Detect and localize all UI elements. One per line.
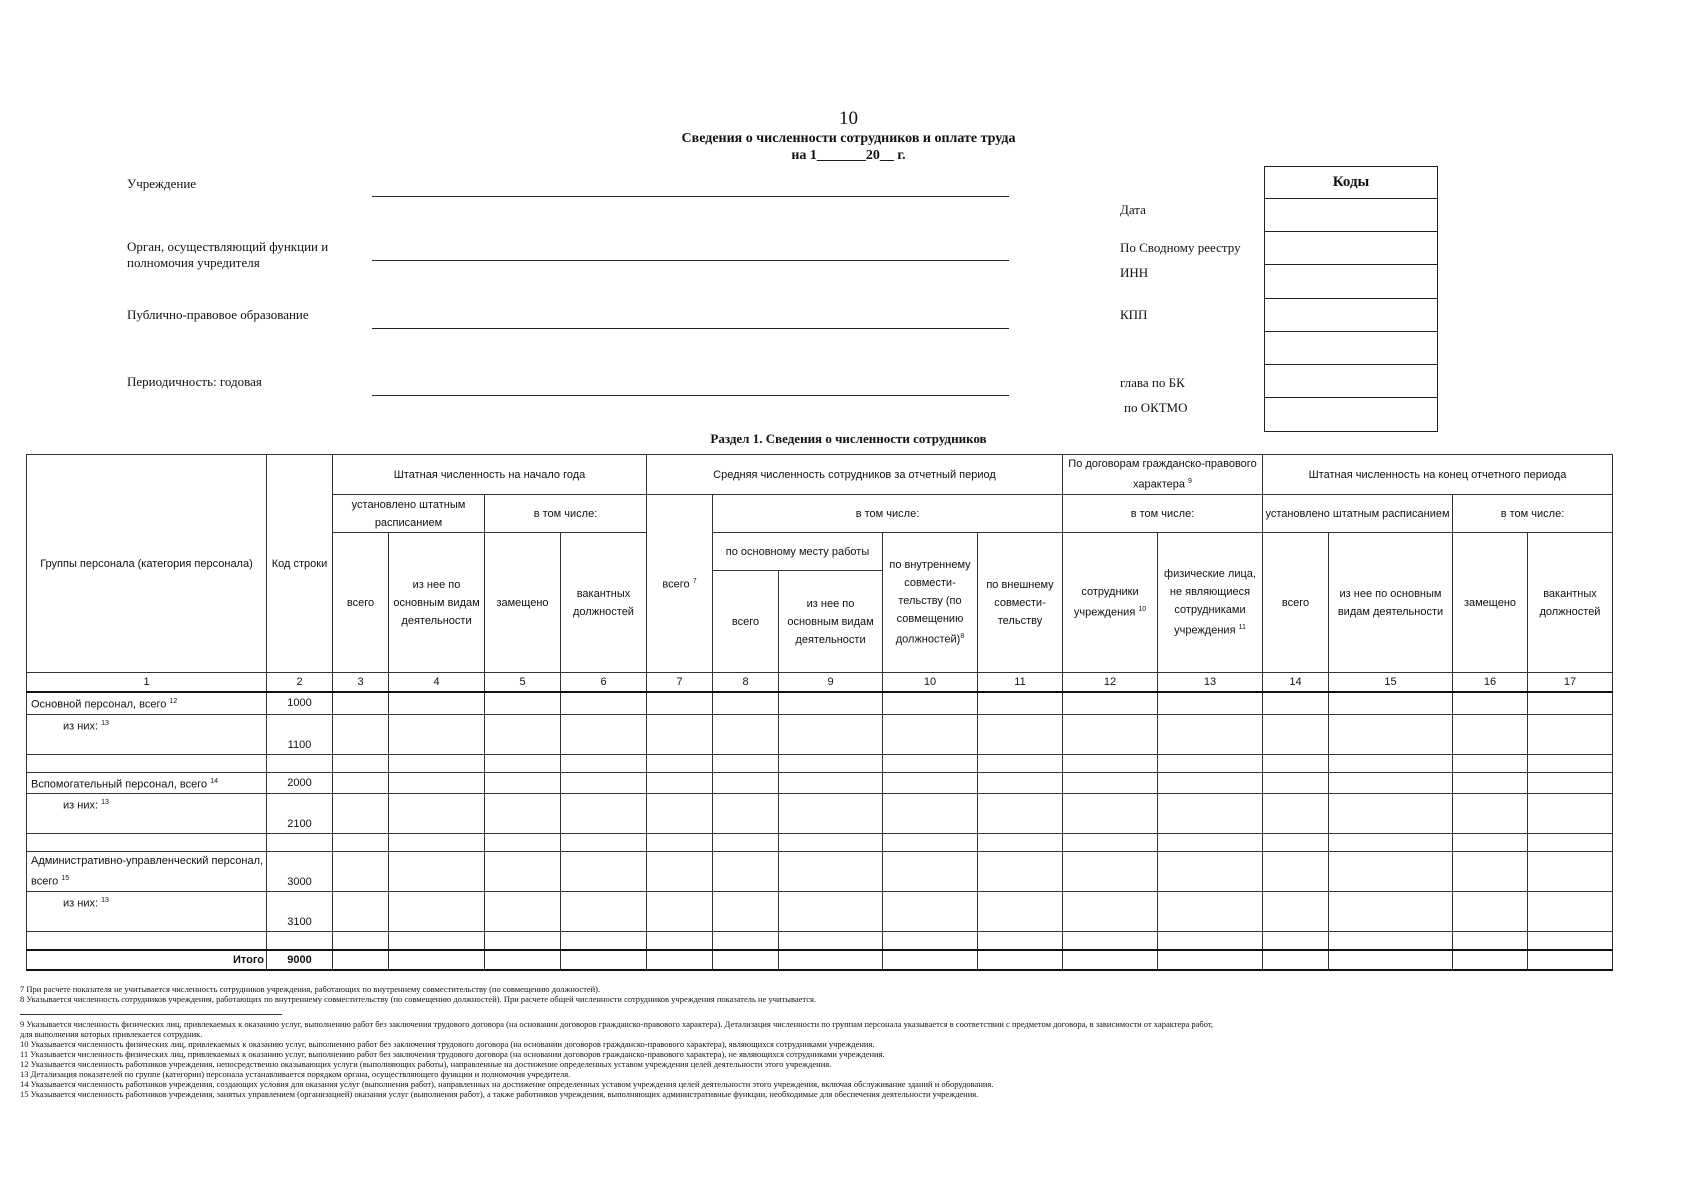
header-main-start: из нее по основным видам деятельности [389, 533, 485, 673]
data-cell[interactable] [713, 892, 779, 932]
data-cell[interactable] [1528, 714, 1613, 754]
code-label-registry: По Сводному реестру [1120, 240, 1241, 255]
data-cell[interactable] [647, 754, 713, 772]
data-cell[interactable] [1263, 772, 1329, 794]
data-cell[interactable] [713, 932, 779, 950]
data-cell[interactable] [1263, 852, 1329, 892]
data-cell[interactable] [561, 932, 647, 950]
data-cell[interactable] [779, 852, 883, 892]
data-cell[interactable] [647, 772, 713, 794]
data-cell[interactable] [333, 794, 389, 834]
data-cell[interactable] [713, 772, 779, 794]
data-cell[interactable] [883, 950, 978, 970]
data-cell[interactable] [1263, 692, 1329, 714]
col-number: 9 [779, 673, 883, 693]
data-cell[interactable] [1528, 754, 1613, 772]
field-label-institution: Учреждение [127, 176, 197, 191]
footnote-9-continued: для выполнения которых привлекается сотрудник. [20, 1029, 203, 1039]
data-cell[interactable] [1329, 892, 1453, 932]
code-label-chapter-bk: глава по БК [1120, 375, 1185, 390]
col-number: 4 [389, 673, 485, 693]
data-cell[interactable] [713, 754, 779, 772]
footnote-9: 9 Указывается численность физических лиц, привлекаемых к оказанию услуг, выполнению работ без заключения трудового договора (на основании договоров гражданско-правового характера). Детализация численности по группам персонала указывается в соответствии с предметом договора, в зависимости от характера работ, [20, 1019, 1214, 1029]
data-cell[interactable] [647, 950, 713, 970]
row-label-text: из них: [63, 720, 99, 733]
footnote-10: 10 Указывается численность физических лиц, привлекаемых к оказанию услуг, выполнению работ без заключения трудового договора (на основании договоров гражданско-правового характера), являющихся сотрудниками учреждения. [20, 1039, 875, 1049]
data-cell[interactable] [1063, 892, 1158, 932]
staff-table [26, 454, 1613, 971]
row-label [27, 932, 267, 950]
data-cell[interactable] [779, 950, 883, 970]
code-label-inn: ИНН [1120, 265, 1149, 280]
data-cell[interactable] [883, 692, 978, 714]
data-cell[interactable] [1528, 932, 1613, 950]
data-cell[interactable] [1158, 852, 1263, 892]
data-cell[interactable] [389, 932, 485, 950]
table-row [27, 794, 1613, 834]
header-individuals: физические лица, не являющиеся сотрудниками учреждения $^{11}$ [1158, 533, 1263, 673]
row-label-text: из них: [63, 799, 99, 812]
data-cell[interactable] [978, 714, 1063, 754]
data-cell[interactable] [883, 772, 978, 794]
code-cell-inn[interactable] [1265, 265, 1437, 299]
header-avg-total: всего $^7$ [647, 495, 713, 673]
data-cell[interactable] [1158, 932, 1263, 950]
col-number: 2 [267, 673, 333, 693]
data-cell[interactable] [1329, 692, 1453, 714]
field-line-institution[interactable] [372, 196, 1009, 197]
data-cell[interactable] [561, 714, 647, 754]
data-cell[interactable] [713, 950, 779, 970]
data-cell[interactable] [1263, 714, 1329, 754]
field-label-periodicity: Периодичность: годовая [127, 374, 262, 389]
data-cell[interactable] [1063, 834, 1158, 852]
data-cell[interactable] [779, 754, 883, 772]
header-established-end: установлено штатным расписанием [1263, 495, 1453, 533]
row-label-text: из них: [63, 897, 99, 910]
data-cell[interactable] [1453, 692, 1528, 714]
code-cell-kpp[interactable] [1265, 299, 1437, 332]
row-code: 1100 [267, 714, 333, 754]
data-cell[interactable] [561, 950, 647, 970]
data-cell[interactable] [333, 892, 389, 932]
data-cell[interactable] [779, 714, 883, 754]
footnote-14: 14 Указывается численность работников учреждения, создающих условия для оказания услуг (выполнения работ), направленных на достижение определенных уставом учреждения целей деятельности этого учреждения, включая обслуживание зданий и оборудования. [20, 1079, 994, 1089]
data-cell[interactable] [1063, 794, 1158, 834]
data-cell[interactable] [485, 692, 561, 714]
header-established-start: установлено штатным расписанием [333, 495, 485, 533]
data-cell[interactable] [1263, 950, 1329, 970]
data-cell[interactable] [1063, 950, 1158, 970]
data-cell[interactable] [978, 692, 1063, 714]
data-cell[interactable] [1263, 834, 1329, 852]
header-main-place: по основному месту работы [713, 533, 883, 571]
data-cell[interactable] [1528, 772, 1613, 794]
data-cell[interactable] [1263, 892, 1329, 932]
data-cell[interactable] [333, 692, 389, 714]
data-cell[interactable] [389, 852, 485, 892]
data-cell[interactable] [561, 834, 647, 852]
data-cell[interactable] [1263, 932, 1329, 950]
code-cell-date[interactable] [1265, 199, 1437, 232]
row-code: 3100 [267, 892, 333, 932]
field-line-periodicity[interactable] [372, 395, 1009, 396]
data-cell[interactable] [779, 834, 883, 852]
data-cell[interactable] [485, 932, 561, 950]
data-cell[interactable] [1453, 834, 1528, 852]
header-total-end: всего [1263, 533, 1329, 673]
row-code: 1000 [267, 692, 333, 714]
header-main-end: из нее по основным видам деятельности [1329, 533, 1453, 673]
data-cell[interactable] [1329, 852, 1453, 892]
row-label [27, 754, 267, 772]
header-vacant-start: вакантных должностей [561, 533, 647, 673]
data-cell[interactable] [883, 834, 978, 852]
footnote-11: 11 Указывается численность физических лиц, привлекаемых к оказанию услуг, выполнению работ без заключения трудового договора (на основании договоров гражданско-правового характера), не являющихся сотрудниками учреждения. [20, 1049, 885, 1059]
data-cell[interactable] [1453, 932, 1528, 950]
field-label-founder: Орган, осуществляющий функции и полномочия учредителя [127, 239, 329, 270]
table-row [27, 714, 1613, 754]
data-cell[interactable] [1158, 892, 1263, 932]
data-cell[interactable] [1329, 772, 1453, 794]
row-label [27, 772, 267, 794]
col-number: 15 [1329, 673, 1453, 693]
data-cell[interactable] [389, 772, 485, 794]
header-external: по внешнему совмести-тельству [978, 533, 1063, 673]
data-cell[interactable] [779, 892, 883, 932]
table-row [27, 852, 1613, 892]
col-number: 13 [1158, 673, 1263, 693]
data-cell[interactable] [779, 932, 883, 950]
field-line-founder[interactable] [372, 260, 1009, 261]
row-code [267, 754, 333, 772]
data-cell[interactable] [333, 754, 389, 772]
row-footnote-ref: 12 [169, 698, 178, 705]
col-number: 1 [27, 673, 267, 693]
document-date-line: на 1_______20__ г. [791, 148, 906, 163]
col-number: 11 [978, 673, 1063, 693]
header-groups: Группы персонала (категория персонала) [27, 455, 267, 673]
data-cell[interactable] [389, 754, 485, 772]
header-filled-start: замещено [485, 533, 561, 673]
data-cell[interactable] [883, 714, 978, 754]
data-cell[interactable] [1453, 892, 1528, 932]
row-label [27, 794, 267, 834]
data-cell[interactable] [1528, 692, 1613, 714]
data-cell[interactable] [1263, 794, 1329, 834]
col-number: 3 [333, 673, 389, 693]
data-cell[interactable] [978, 794, 1063, 834]
row-label-text: Итого [232, 953, 264, 966]
data-cell[interactable] [1329, 834, 1453, 852]
data-cell[interactable] [1528, 794, 1613, 834]
data-cell[interactable] [485, 794, 561, 834]
header-employees: сотрудники учреждения $^{10}$ [1063, 533, 1158, 673]
footnote-7: 7 При расчете показателя не учитывается численность сотрудников учреждения, работающих по внутреннему совместительству (по совмещению должностей). [20, 984, 601, 994]
row-label-text: Административно-управленческий персонал, всего [31, 855, 264, 889]
col-number: 17 [1528, 673, 1613, 693]
code-cell-registry[interactable] [1265, 232, 1437, 265]
data-cell[interactable] [561, 772, 647, 794]
data-cell[interactable] [1329, 932, 1453, 950]
data-cell[interactable] [333, 714, 389, 754]
data-cell[interactable] [647, 692, 713, 714]
data-cell[interactable] [883, 852, 978, 892]
data-cell[interactable] [333, 932, 389, 950]
row-footnote-ref: 14 [210, 777, 218, 785]
row-code: 3000 [267, 852, 333, 892]
data-cell[interactable] [389, 834, 485, 852]
data-cell[interactable] [1329, 794, 1453, 834]
data-cell[interactable] [978, 852, 1063, 892]
row-label [27, 892, 267, 932]
row-label [27, 950, 267, 970]
data-cell[interactable] [561, 852, 647, 892]
field-label-public-entity: Публично-правовое образование [127, 307, 309, 322]
data-cell[interactable] [1063, 772, 1158, 794]
header-filled-end: замещено [1453, 533, 1528, 673]
data-cell[interactable] [333, 950, 389, 970]
table-row [27, 772, 1613, 794]
section-title: Раздел 1. Сведения о численности сотрудников [710, 431, 987, 446]
row-footnote-ref: 15 [61, 875, 70, 883]
row-label [27, 852, 267, 892]
data-cell[interactable] [1158, 950, 1263, 970]
data-cell[interactable] [333, 834, 389, 852]
data-cell[interactable] [1063, 714, 1158, 754]
header-main-place-total: всего [713, 571, 779, 673]
data-cell[interactable] [713, 794, 779, 834]
code-cell-chapter-bk[interactable] [1265, 365, 1437, 398]
data-cell[interactable] [647, 834, 713, 852]
header-internal: по внутреннему совмести-тельству (по совмещению должностей)$^8$ [883, 533, 978, 673]
data-cell[interactable] [978, 754, 1063, 772]
row-label-text: Вспомогательный персонал, всего [31, 778, 208, 791]
table-row [27, 692, 1613, 714]
data-cell[interactable] [779, 772, 883, 794]
data-cell[interactable] [978, 932, 1063, 950]
header-staff-start: Штатная численность на начало года [333, 455, 647, 495]
col-number: 12 [1063, 673, 1158, 693]
table-row [27, 754, 1613, 772]
row-code: 2100 [267, 794, 333, 834]
table-row [27, 834, 1613, 852]
column-numbers-row [27, 673, 1613, 693]
data-cell[interactable] [561, 754, 647, 772]
data-cell[interactable] [1453, 714, 1528, 754]
data-cell[interactable] [485, 754, 561, 772]
footnote-13: 13 Детализация показателей по группе (категории) персонала устанавливается порядком органа, осуществляющего функции и полномочия учредителя. [20, 1069, 571, 1079]
code-cell-oktmo[interactable] [1265, 398, 1437, 431]
row-footnote-ref: 13 [101, 799, 109, 807]
footnote-rule [20, 1014, 282, 1015]
footnote-8: 8 Указывается численность сотрудников учреждения, работающих по внутреннему совместительству (по совмещению должностей). При расчете общей численности сотрудников учреждения показатель не учитывается. [20, 994, 817, 1004]
data-cell[interactable] [485, 852, 561, 892]
header-staff-end: Штатная численность на конец отчетного периода [1263, 455, 1613, 495]
footnote-12: 12 Указывается численность работников учреждения, непосредственно оказывающих услуги (выполняющих работы), направленные на достижение определенных уставом учреждения целей деятельности этого учреждения. [20, 1059, 832, 1069]
data-cell[interactable] [1453, 754, 1528, 772]
row-code [267, 932, 333, 950]
col-number: 16 [1453, 673, 1528, 693]
data-cell[interactable] [779, 794, 883, 834]
table-row [27, 932, 1613, 950]
data-cell[interactable] [485, 834, 561, 852]
data-cell[interactable] [485, 714, 561, 754]
row-label [27, 714, 267, 754]
row-label-text: Основной персонал, всего [31, 698, 167, 711]
data-cell[interactable] [779, 692, 883, 714]
code-label-date: Дата [1120, 202, 1146, 217]
document-title: Сведения о численности сотрудников и оплате труда [681, 131, 1016, 146]
data-cell[interactable] [1329, 714, 1453, 754]
data-cell[interactable] [1158, 794, 1263, 834]
data-cell[interactable] [1158, 754, 1263, 772]
data-cell[interactable] [883, 932, 978, 950]
row-label [27, 692, 267, 714]
table-row [27, 950, 1613, 970]
data-cell[interactable] [647, 892, 713, 932]
col-number: 5 [485, 673, 561, 693]
col-number: 14 [1263, 673, 1329, 693]
col-number: 7 [647, 673, 713, 693]
header-including-start: в том числе: [485, 495, 647, 533]
data-cell[interactable] [561, 892, 647, 932]
data-cell[interactable] [1453, 772, 1528, 794]
data-cell[interactable] [1158, 772, 1263, 794]
data-cell[interactable] [1158, 692, 1263, 714]
data-cell[interactable] [333, 852, 389, 892]
row-code: 2000 [267, 772, 333, 794]
data-cell[interactable] [1528, 892, 1613, 932]
header-code: Код строки [267, 455, 333, 673]
data-cell[interactable] [978, 834, 1063, 852]
data-cell[interactable] [1263, 754, 1329, 772]
code-label-oktmo: по ОКТМО [1124, 400, 1188, 415]
header-vacant-end: вакантных должностей [1528, 533, 1613, 673]
data-cell[interactable] [713, 692, 779, 714]
col-number: 6 [561, 673, 647, 693]
data-cell[interactable] [389, 892, 485, 932]
data-cell[interactable] [333, 772, 389, 794]
data-cell[interactable] [883, 892, 978, 932]
data-cell[interactable] [713, 714, 779, 754]
data-cell[interactable] [1453, 852, 1528, 892]
data-cell[interactable] [978, 772, 1063, 794]
header-main-place-main: из нее по основным видам деятельности [779, 571, 883, 673]
data-cell[interactable] [389, 950, 485, 970]
row-label [27, 834, 267, 852]
data-cell[interactable] [1453, 794, 1528, 834]
table-body [27, 692, 1613, 970]
code-cell-extra[interactable] [1265, 332, 1437, 365]
field-line-public-entity[interactable] [372, 328, 1009, 329]
data-cell[interactable] [713, 852, 779, 892]
code-label-kpp: КПП [1120, 307, 1148, 322]
data-cell[interactable] [485, 892, 561, 932]
codes-title: Коды [1265, 167, 1437, 199]
data-cell[interactable] [1453, 950, 1528, 970]
row-footnote-ref: 13 [101, 719, 109, 727]
col-number: 8 [713, 673, 779, 693]
codes-box [1264, 166, 1438, 432]
data-cell[interactable] [1063, 852, 1158, 892]
data-cell[interactable] [1329, 754, 1453, 772]
header-including-avg: в том числе: [713, 495, 1063, 533]
data-cell[interactable] [389, 714, 485, 754]
row-code: 9000 [267, 950, 333, 970]
data-cell[interactable] [485, 950, 561, 970]
data-cell[interactable] [1063, 692, 1158, 714]
data-cell[interactable] [647, 714, 713, 754]
row-footnote-ref: 13 [101, 897, 109, 905]
header-including-civil: в том числе: [1063, 495, 1263, 533]
data-cell[interactable] [389, 692, 485, 714]
header-civil: По договорам гражданско-правового характера $^9$ [1063, 455, 1263, 495]
data-cell[interactable] [1063, 754, 1158, 772]
data-cell[interactable] [1158, 714, 1263, 754]
row-code [267, 834, 333, 852]
data-cell[interactable] [1063, 932, 1158, 950]
data-cell[interactable] [647, 932, 713, 950]
header-total-start: всего [333, 533, 389, 673]
table-row [27, 892, 1613, 932]
data-cell[interactable] [883, 754, 978, 772]
data-cell[interactable] [647, 794, 713, 834]
col-number: 10 [883, 673, 978, 693]
data-cell[interactable] [978, 892, 1063, 932]
data-cell[interactable] [1528, 852, 1613, 892]
footnote-15: 15 Указывается численность работников учреждения, занятых управлением (организацией) оказания услуг (выполнения работ), а также работников учреждения, выполняющих административные функции, необходимые для обеспечения деятельности учреждения. [20, 1089, 979, 1099]
data-cell[interactable] [978, 950, 1063, 970]
data-cell[interactable] [1528, 834, 1613, 852]
data-cell[interactable] [883, 794, 978, 834]
data-cell[interactable] [1528, 950, 1613, 970]
data-cell[interactable] [713, 834, 779, 852]
data-cell[interactable] [561, 692, 647, 714]
header-avg-count: Средняя численность сотрудников за отчетный период [647, 455, 1063, 495]
data-cell[interactable] [647, 852, 713, 892]
data-cell[interactable] [561, 794, 647, 834]
data-cell[interactable] [485, 772, 561, 794]
data-cell[interactable] [1329, 950, 1453, 970]
header-including-end: в том числе: [1453, 495, 1613, 533]
data-cell[interactable] [389, 794, 485, 834]
page-number: 10 [839, 108, 858, 129]
data-cell[interactable] [1158, 834, 1263, 852]
